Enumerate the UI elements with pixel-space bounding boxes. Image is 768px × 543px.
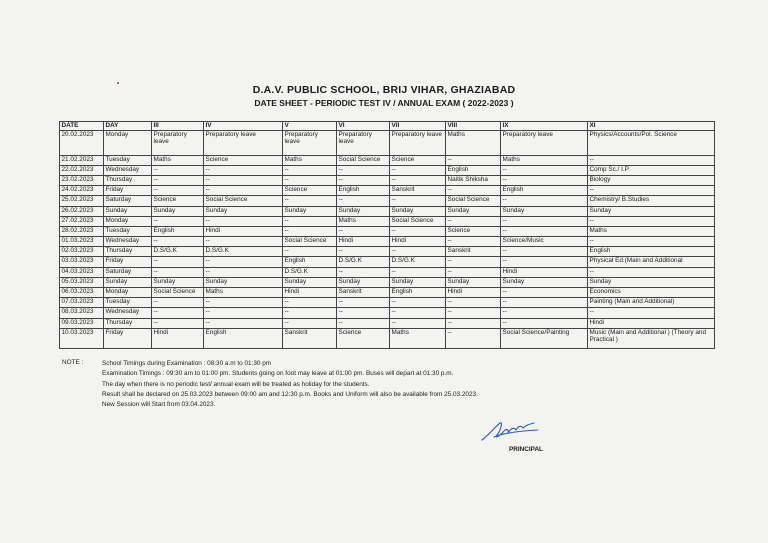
subject-cell: -- — [501, 288, 588, 298]
subject-cell: -- — [337, 298, 390, 308]
table-row — [60, 130, 715, 155]
subject-cell: Maths — [283, 155, 337, 165]
subject-cell: -- — [283, 298, 337, 308]
subject-cell: -- — [337, 318, 390, 328]
note-line: School Timings during Examination : 08:30 a.m to 01:30 pm — [102, 360, 272, 367]
subject-cell: -- — [390, 318, 446, 328]
note-line: New Session will Start from 03.04.2023. — [102, 401, 216, 409]
subject-cell: Preparatory leave — [390, 130, 446, 155]
subject-cell: -- — [588, 186, 715, 196]
subject-cell: Painting (Main and Additional) — [588, 298, 715, 308]
paper-speck — [117, 82, 119, 84]
subject-cell: Sanskrit — [390, 186, 446, 196]
date-cell: 05.03.2023 — [60, 277, 104, 287]
table-row — [60, 318, 715, 328]
subject-cell: -- — [152, 318, 204, 328]
subject-cell: Sunday — [390, 206, 446, 216]
subject-cell: Sunday — [390, 277, 446, 287]
day-cell: Friday — [104, 186, 152, 196]
subject-cell: Chemistry/ B.Studies — [588, 196, 715, 206]
day-cell: Saturday — [104, 196, 152, 206]
subject-cell: English — [390, 288, 446, 298]
subject-cell: Maths — [501, 155, 588, 165]
table-row — [60, 328, 715, 348]
subject-cell: -- — [204, 186, 283, 196]
day-cell: Monday — [104, 130, 152, 155]
subject-cell: -- — [446, 186, 501, 196]
subject-cell: -- — [337, 196, 390, 206]
date-cell: 27.02.2023 — [60, 216, 104, 226]
subject-cell: Social Science — [204, 196, 283, 206]
subject-cell: -- — [152, 237, 204, 247]
date-sheet-title: DATE SHEET - PERIODIC TEST IV / ANNUAL EXAM ( 2022-2023 ) — [254, 98, 514, 108]
subject-cell: -- — [204, 308, 283, 318]
subject-cell: -- — [204, 237, 283, 247]
subject-cell: -- — [204, 298, 283, 308]
subject-cell: -- — [446, 257, 501, 267]
subject-cell: -- — [152, 165, 204, 175]
subject-cell: -- — [283, 226, 337, 236]
subject-cell: Sunday — [588, 277, 715, 287]
day-cell: Tuesday — [104, 226, 152, 236]
table-row — [60, 155, 715, 165]
subject-cell: Hindi — [283, 288, 337, 298]
subject-cell: Sunday — [283, 277, 337, 287]
column-header: VII — [390, 122, 446, 131]
table-row — [60, 226, 715, 236]
date-sheet-table — [59, 121, 715, 349]
table-header-row — [60, 122, 715, 131]
subject-cell: -- — [588, 216, 715, 226]
date-cell: 23.02.2023 — [60, 175, 104, 185]
subject-cell: Science — [337, 328, 390, 348]
subject-cell: -- — [390, 175, 446, 185]
subject-cell: Sunday — [446, 277, 501, 287]
column-header: III — [152, 122, 204, 131]
subject-cell: -- — [501, 165, 588, 175]
subject-cell: -- — [390, 298, 446, 308]
table-row — [60, 186, 715, 196]
subject-cell: -- — [501, 257, 588, 267]
subject-cell: Hindi — [390, 237, 446, 247]
subject-cell: -- — [446, 267, 501, 277]
table-row — [60, 267, 715, 277]
date-cell: 02.03.2023 — [60, 247, 104, 257]
date-cell: 06.03.2023 — [60, 288, 104, 298]
principal-signature — [476, 418, 546, 444]
subject-cell: Science — [204, 155, 283, 165]
subject-cell: Social Science — [390, 216, 446, 226]
subject-cell: Sunday — [446, 206, 501, 216]
subject-cell: Sunday — [152, 206, 204, 216]
day-cell: Wednesday — [104, 308, 152, 318]
day-cell: Friday — [104, 257, 152, 267]
subject-cell: D.S/G.K — [152, 247, 204, 257]
date-cell: 20.02.2023 — [60, 130, 104, 155]
day-cell: Thursday — [104, 247, 152, 257]
note-label: NOTE : — [62, 359, 84, 366]
school-name: D.A.V. PUBLIC SCHOOL, BRIJ VIHAR, GHAZIABAD — [252, 84, 516, 96]
date-cell: 28.02.2023 — [60, 226, 104, 236]
subject-cell: Social Science — [152, 288, 204, 298]
note-line: Examination Timings : 09:30 am to 01:00 pm. Students going on foot may leave at 01:00 pm. Buses will depart at 01:30 p.m. — [102, 370, 454, 378]
subject-cell: -- — [152, 175, 204, 185]
subject-cell: -- — [501, 318, 588, 328]
subject-cell: English — [588, 247, 715, 257]
subject-cell: -- — [501, 308, 588, 318]
subject-cell: -- — [152, 267, 204, 277]
subject-cell: Physical Ed.(Main and Additional — [588, 257, 715, 267]
subject-cell: -- — [446, 155, 501, 165]
subject-cell: -- — [501, 298, 588, 308]
date-cell: 26.02.2023 — [60, 206, 104, 216]
subject-cell: -- — [337, 226, 390, 236]
subject-cell: -- — [446, 237, 501, 247]
subject-cell: Preparatory leave — [501, 130, 588, 155]
date-cell: 21.02.2023 — [60, 155, 104, 165]
subject-cell: Naitik Shiksha — [446, 175, 501, 185]
subject-cell: English — [283, 257, 337, 267]
subject-cell: Sanskrit — [337, 288, 390, 298]
subject-cell: Social Science — [337, 155, 390, 165]
date-cell: 25.02.2023 — [60, 196, 104, 206]
subject-cell: -- — [501, 175, 588, 185]
subject-cell: -- — [390, 165, 446, 175]
subject-cell: -- — [283, 165, 337, 175]
subject-cell: -- — [588, 155, 715, 165]
table-row — [60, 175, 715, 185]
table-row — [60, 196, 715, 206]
subject-cell: D.S/G.K — [283, 267, 337, 277]
subject-cell: -- — [152, 257, 204, 267]
subject-cell: -- — [152, 216, 204, 226]
subject-cell: -- — [390, 267, 446, 277]
day-cell: Friday — [104, 328, 152, 348]
subject-cell: -- — [390, 247, 446, 257]
note-line: Result shall be declared on 25.03.2023 between 09:00 am and 12:30 p.m. Books and Uniform will also be available from 25.03.2023. — [102, 390, 478, 398]
day-cell: Wednesday — [104, 237, 152, 247]
table-body — [60, 130, 715, 348]
subject-cell: Preparatory leave — [152, 130, 204, 155]
subject-cell: Science/Music — [501, 237, 588, 247]
subject-cell: -- — [283, 216, 337, 226]
column-header: XI — [588, 122, 715, 131]
date-cell: 24.02.2023 — [60, 186, 104, 196]
subject-cell: Maths — [446, 130, 501, 155]
subject-cell: -- — [204, 175, 283, 185]
subject-cell: Sunday — [337, 277, 390, 287]
subject-cell: Preparatory leave — [337, 130, 390, 155]
subject-cell: -- — [446, 298, 501, 308]
date-cell: 01.03.2023 — [60, 237, 104, 247]
day-cell: Thursday — [104, 175, 152, 185]
subject-cell: -- — [337, 247, 390, 257]
column-header: VIII — [446, 122, 501, 131]
subject-cell: -- — [501, 196, 588, 206]
table-row — [60, 247, 715, 257]
note-list — [102, 359, 478, 410]
subject-cell: Hindi — [204, 226, 283, 236]
subject-cell: -- — [446, 328, 501, 348]
day-cell: Monday — [104, 216, 152, 226]
table-row — [60, 308, 715, 318]
subject-cell: Music (Main and Additional ) (Theory and Practical ) — [588, 328, 715, 348]
subject-cell: Sunday — [501, 206, 588, 216]
table-row — [60, 257, 715, 267]
subject-cell: -- — [446, 318, 501, 328]
subject-cell: Social Science — [446, 196, 501, 206]
subject-cell: -- — [337, 165, 390, 175]
column-header: IV — [204, 122, 283, 131]
subject-cell: Hindi — [501, 267, 588, 277]
day-cell: Tuesday — [104, 298, 152, 308]
subject-cell: -- — [501, 216, 588, 226]
subject-cell: -- — [283, 308, 337, 318]
subject-cell: -- — [152, 186, 204, 196]
subject-cell: -- — [283, 175, 337, 185]
subject-cell: Sanskrit — [446, 247, 501, 257]
subject-cell: Science — [283, 186, 337, 196]
subject-cell: Science — [152, 196, 204, 206]
subject-cell: Sunday — [283, 206, 337, 216]
subject-cell: -- — [204, 257, 283, 267]
subject-cell: Sunday — [337, 206, 390, 216]
subject-cell: Physics/Accounts/Pol. Science — [588, 130, 715, 155]
subject-cell: -- — [501, 247, 588, 257]
subject-cell: -- — [337, 308, 390, 318]
subject-cell: Maths — [588, 226, 715, 236]
subject-cell: Comp Sc./ I.P — [588, 165, 715, 175]
subject-cell: D.S/G.K — [204, 247, 283, 257]
date-cell: 03.03.2023 — [60, 257, 104, 267]
subject-cell: Science — [446, 226, 501, 236]
subject-cell: Maths — [337, 216, 390, 226]
subject-cell: Economics — [588, 288, 715, 298]
day-cell: Sunday — [104, 206, 152, 216]
date-cell: 08.03.2023 — [60, 308, 104, 318]
subject-cell: Sunday — [204, 206, 283, 216]
subject-cell: Maths — [204, 288, 283, 298]
table-row — [60, 298, 715, 308]
date-cell: 22.02.2023 — [60, 165, 104, 175]
principal-label: PRINCIPAL — [509, 446, 543, 453]
subject-cell: -- — [390, 226, 446, 236]
column-header: DAY — [104, 122, 152, 131]
subject-cell: Maths — [152, 155, 204, 165]
subject-cell: English — [152, 226, 204, 236]
table-row — [60, 288, 715, 298]
subject-cell: -- — [283, 196, 337, 206]
subject-cell: -- — [588, 308, 715, 318]
subject-cell: -- — [204, 267, 283, 277]
subject-cell: -- — [152, 308, 204, 318]
subject-cell: -- — [446, 308, 501, 318]
subject-cell: Preparatory leave — [283, 130, 337, 155]
subject-cell: D.S/G.K — [337, 257, 390, 267]
subject-cell: -- — [152, 298, 204, 308]
column-header: V — [283, 122, 337, 131]
table-row — [60, 237, 715, 247]
subject-cell: Hindi — [337, 237, 390, 247]
table-row — [60, 165, 715, 175]
column-header: DATE — [60, 122, 104, 131]
subject-cell: -- — [283, 247, 337, 257]
subject-cell: -- — [446, 216, 501, 226]
day-cell: Sunday — [104, 277, 152, 287]
day-cell: Wednesday — [104, 165, 152, 175]
subject-cell: -- — [204, 216, 283, 226]
table-row — [60, 206, 715, 216]
subject-cell: Sunday — [588, 206, 715, 216]
day-cell: Saturday — [104, 267, 152, 277]
subject-cell: Sunday — [501, 277, 588, 287]
subject-cell: Hindi — [446, 288, 501, 298]
day-cell: Monday — [104, 288, 152, 298]
subject-cell: English — [204, 328, 283, 348]
subject-cell: -- — [588, 267, 715, 277]
subject-cell: Sunday — [204, 277, 283, 287]
subject-cell: Sunday — [152, 277, 204, 287]
subject-cell: -- — [204, 165, 283, 175]
subject-cell: Social Science/Painting — [501, 328, 588, 348]
subject-cell: Maths — [390, 328, 446, 348]
subject-cell: D.S/G.K — [390, 257, 446, 267]
subject-cell: -- — [204, 318, 283, 328]
subject-cell: Social Science — [283, 237, 337, 247]
date-cell: 09.03.2023 — [60, 318, 104, 328]
subject-cell: -- — [390, 308, 446, 318]
column-header: IX — [501, 122, 588, 131]
subject-cell: Science — [390, 155, 446, 165]
subject-cell: -- — [501, 226, 588, 236]
table-row — [60, 216, 715, 226]
subject-cell: Sanskrit — [283, 328, 337, 348]
date-cell: 10.03.2023 — [60, 328, 104, 348]
table-row — [60, 277, 715, 287]
subject-cell: -- — [390, 196, 446, 206]
subject-cell: English — [337, 186, 390, 196]
subject-cell: Biology — [588, 175, 715, 185]
subject-cell: Hindi — [152, 328, 204, 348]
subject-cell: English — [501, 186, 588, 196]
subject-cell: -- — [588, 237, 715, 247]
date-cell: 04.03.2023 — [60, 267, 104, 277]
column-header: VI — [337, 122, 390, 131]
note-line: The day when there is no periodic test/ annual exam will be treated as holiday for the students. — [102, 380, 370, 388]
subject-cell: -- — [283, 318, 337, 328]
subject-cell: Hindi — [588, 318, 715, 328]
subject-cell: -- — [337, 175, 390, 185]
date-cell: 07.03.2023 — [60, 298, 104, 308]
subject-cell: English — [446, 165, 501, 175]
subject-cell: -- — [337, 267, 390, 277]
day-cell: Thursday — [104, 318, 152, 328]
subject-cell: Preparatory leave — [204, 130, 283, 155]
day-cell: Tuesday — [104, 155, 152, 165]
